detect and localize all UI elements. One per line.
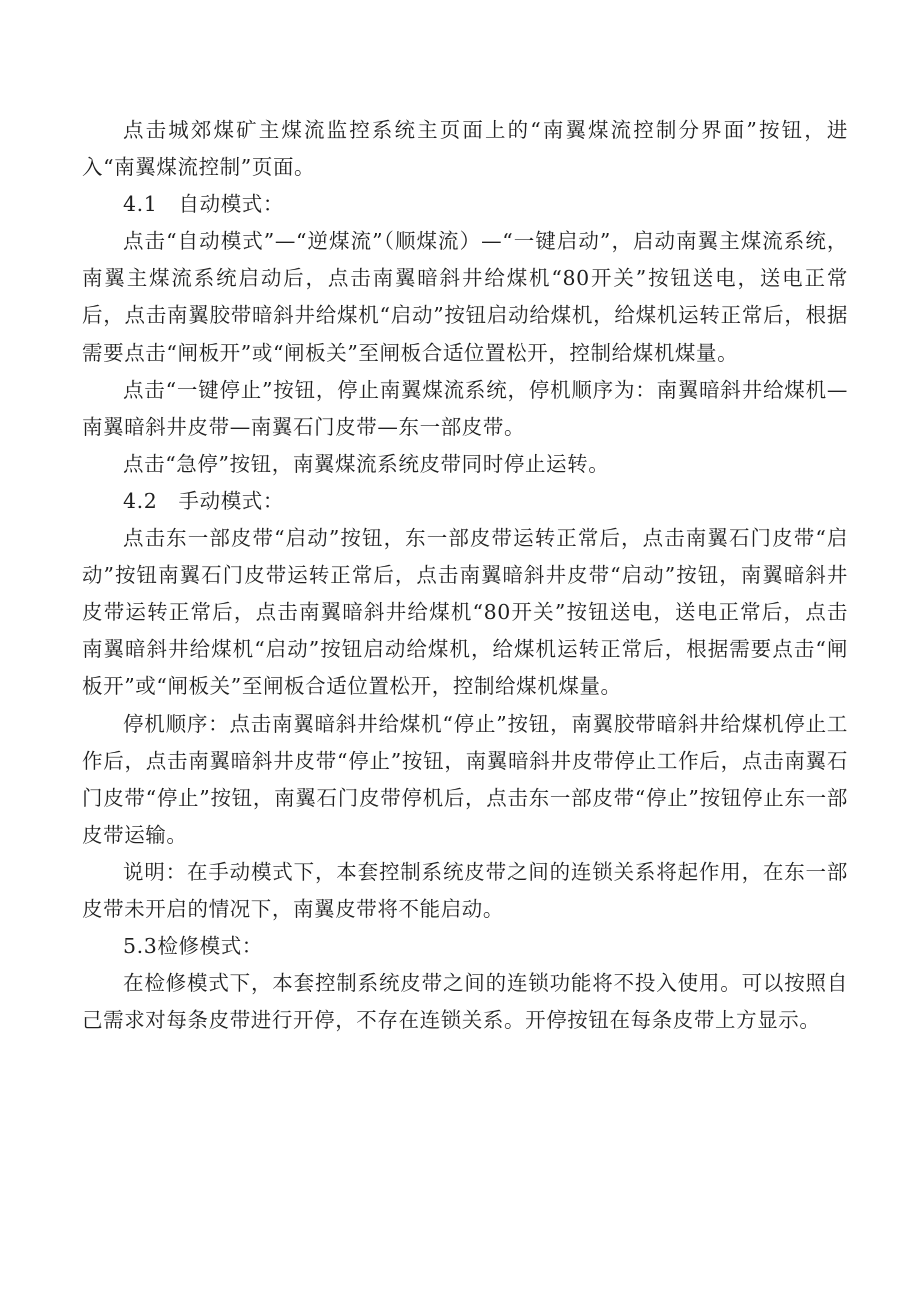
paragraph-emergency-stop: 点击“急停”按钮，南翼煤流系统皮带同时停止运转。	[123, 451, 610, 476]
section-heading-manual-mode: 4.2 手动模式：	[123, 488, 285, 513]
paragraph-auto-start: 点击“自动模式”—“逆煤流”（顺煤流）—“一键启动”，启动南翼主煤流系统，南翼主煤流系统启动后，点击南翼暗斜井给煤机“80开关”按钮送电，送电正常后，点击南翼胶带暗斜井给煤机“启动”按钮启动给煤机，给煤机运转正常后，根据需要点击“闸板开”或“闸板关”至闸板合适位置松开，控制给煤机煤量。	[82, 229, 848, 365]
paragraph-manual-start: 点击东一部皮带“启动”按钮，东一部皮带运转正常后，点击南翼石门皮带“启动”按钮南翼石门皮带运转正常后，点击南翼暗斜井皮带“启动”按钮，南翼暗斜井皮带运转正常后，点击南翼暗斜井给煤机“80开关”按钮送电，送电正常后，点击南翼暗斜井给煤机“启动”按钮启动给煤机，给煤机运转正常后，根据需要点击“闸板开”或“闸板关”至闸板合适位置松开，控制给煤机煤量。	[82, 526, 848, 699]
section-heading-maintenance-mode: 5.3检修模式：	[123, 934, 263, 959]
paragraph-auto-stop: 点击“一键停止”按钮，停止南翼煤流系统，停机顺序为：南翼暗斜井给煤机—南翼暗斜井皮带—南翼石门皮带—东一部皮带。	[82, 377, 848, 439]
paragraph-maintenance: 在检修模式下，本套控制系统皮带之间的连锁功能将不投入使用。可以按照自己需求对每条皮带进行开停，不存在连锁关系。开停按钮在每条皮带上方显示。	[82, 971, 848, 1033]
paragraph-intro: 点击城郊煤矿主煤流监控系统主页面上的“南翼煤流控制分界面”按钮，进入“南翼煤流控制”页面。	[82, 118, 848, 180]
paragraph-manual-stop: 停机顺序：点击南翼暗斜井给煤机“停止”按钮，南翼胶带暗斜井给煤机停止工作后，点击南翼暗斜井皮带“停止”按钮，南翼暗斜井皮带停止工作后，点击南翼石门皮带“停止”按钮，南翼石门皮带停机后，点击东一部皮带“停止”按钮停止东一部皮带运输。	[82, 711, 848, 847]
paragraph-manual-note: 说明：在手动模式下，本套控制系统皮带之间的连锁关系将起作用，在东一部皮带未开启的情况下，南翼皮带将不能启动。	[82, 859, 848, 921]
document-body	[82, 112, 848, 1039]
section-heading-auto-mode: 4.1 自动模式：	[123, 192, 285, 217]
